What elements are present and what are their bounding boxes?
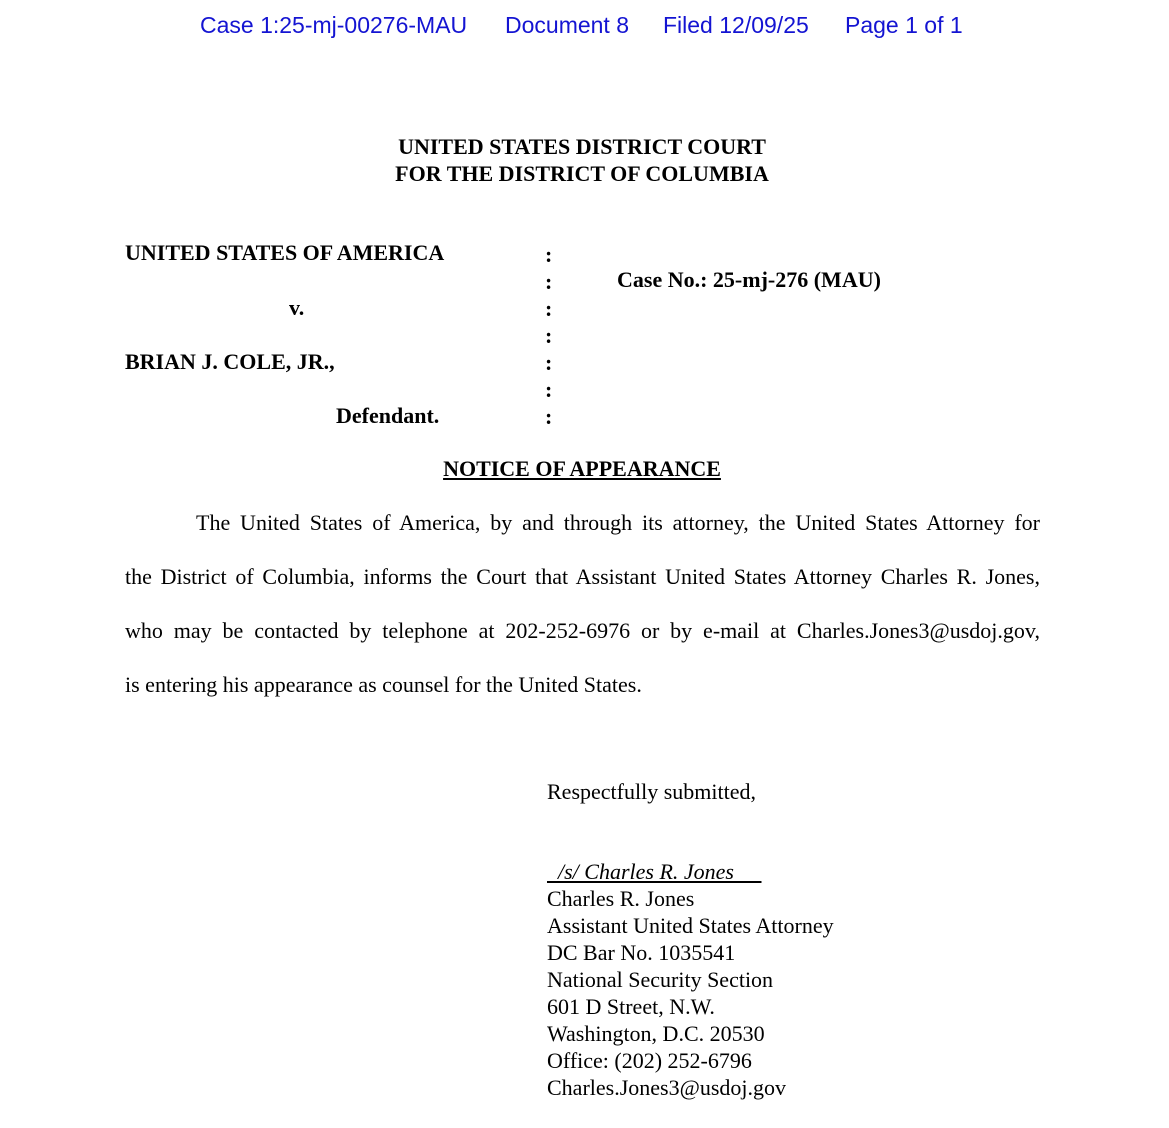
ecf-case-number: Case 1:25-mj-00276-MAU (200, 12, 468, 38)
caption-colon: : (545, 242, 553, 267)
ecf-document-number: Document 8 (505, 12, 630, 38)
body-line: the District of Columbia, informs the Court that Assistant United States Attorney Charles R. Jones, (125, 564, 1040, 589)
case-number: Case No.: 25-mj-276 (MAU) (617, 267, 881, 292)
section-name: National Security Section (547, 967, 774, 992)
email-address: Charles.Jones3@usdoj.gov (547, 1075, 787, 1100)
body-line: is entering his appearance as counsel for the United States. (125, 672, 642, 697)
caption-defendant-label: Defendant. (336, 403, 440, 428)
closing: Respectfully submitted, (547, 779, 756, 804)
ecf-page-count: Page 1 of 1 (845, 12, 963, 38)
street-address: 601 D Street, N.W. (547, 994, 715, 1019)
caption-colon: : (545, 404, 553, 429)
attorney-title: Assistant United States Attorney (547, 913, 834, 938)
court-district: FOR THE DISTRICT OF COLUMBIA (395, 161, 769, 186)
electronic-signature-text: /s/ Charles R. Jones (558, 859, 734, 884)
caption-colon: : (545, 269, 553, 294)
signature-block (547, 885, 834, 1101)
body-line: The United States of America, by and through its attorney, the United States Attorney for (196, 510, 1040, 535)
city-state-zip: Washington, D.C. 20530 (547, 1021, 765, 1046)
court-name: UNITED STATES DISTRICT COURT (398, 134, 766, 159)
body-line: who may be contacted by telephone at 202-252-6976 or by e-mail at Charles.Jones3@usdoj.gov, (125, 618, 1040, 643)
electronic-signature (547, 858, 762, 885)
ecf-filed-date: Filed 12/09/25 (663, 12, 809, 38)
caption-colon: : (545, 323, 553, 348)
caption-defendant-name: BRIAN J. COLE, JR., (125, 349, 335, 374)
bar-number: DC Bar No. 1035541 (547, 940, 736, 965)
court-heading (0, 133, 1164, 187)
document-title: NOTICE OF APPEARANCE (443, 456, 721, 481)
caption-colon: : (545, 350, 553, 375)
caption-versus: v. (289, 295, 305, 320)
caption-colon: : (545, 377, 553, 402)
ecf-header-stamp (0, 12, 1169, 147)
caption-colon: : (545, 296, 553, 321)
caption-plaintiff: UNITED STATES OF AMERICA (125, 240, 445, 265)
office-phone: Office: (202) 252-6796 (547, 1048, 752, 1073)
attorney-name: Charles R. Jones (547, 886, 695, 911)
